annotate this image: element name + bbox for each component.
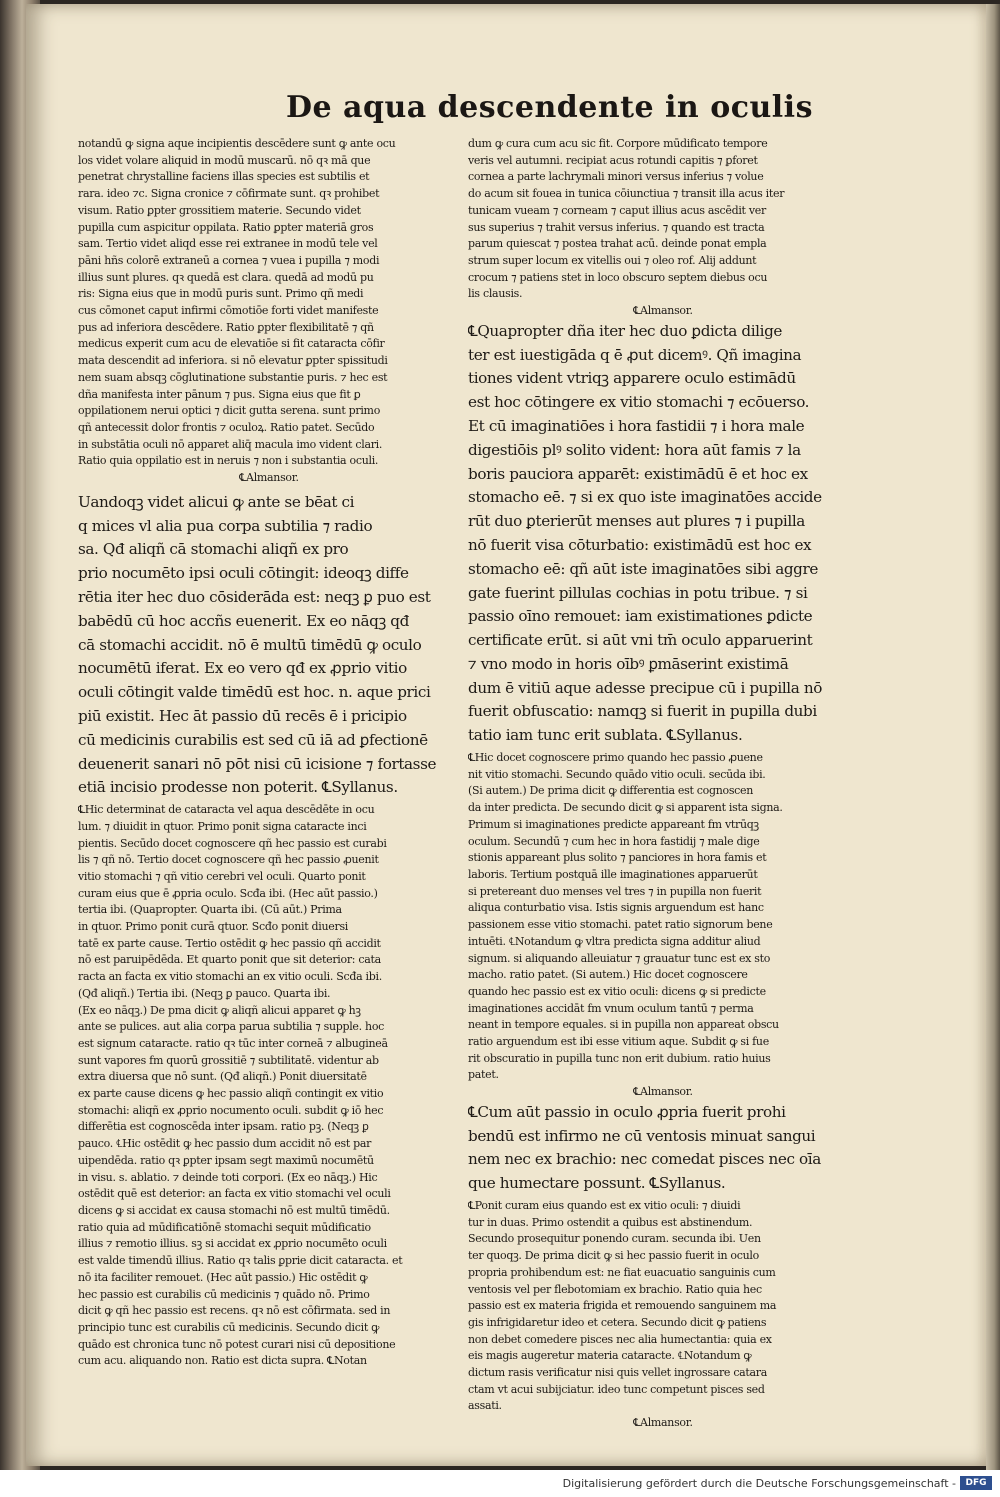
text-line: ratio quia ad mūdificatiōnē stomachi sequit mūdificatio <box>78 1220 371 1234</box>
text-line: pientis. Secūdo docet cognoscere qñ hec passio est curabi <box>78 836 387 850</box>
right-main-text <box>468 320 858 748</box>
text-line: rara. ideo ⁊c. Signa cronice ⁊ cōfirmate sunt. qꝛ prohibet <box>78 187 380 201</box>
text-line: sunt vapores fm quorū grossitiē ⁊ subtilitatē. videntur ab <box>78 1053 379 1067</box>
text-line: veris vel autumni. recipiat acus rotundi capitis ⁊ ꝑforet <box>468 153 758 167</box>
text-line: do acum sit fouea in tunica cōiunctiua ⁊ transit illa acus iter <box>468 187 785 201</box>
text-line: sus superius ⁊ trahit versus inferius. ⁊ quando est tracta <box>468 220 765 234</box>
text-line: stomacho eē: qñ aūt iste imaginatōes sibi aggre <box>468 559 818 578</box>
text-line: dictum rasis verificatur nisi quis vellet ingrossare catara <box>468 1366 768 1380</box>
text-line: tunicam vueam ⁊ corneam ⁊ caput illius acus ascēdit ver <box>468 203 766 217</box>
text-line: (Qđ aliqñ.) Tertia ibi. (Neqꝫ ꝑ pauco. Quarta ibi. <box>78 986 331 1000</box>
text-line: dum ꝙ cura cum acu sic fit. Corpore mūdificato tempore <box>468 137 768 150</box>
text-line: crocum ⁊ patiens stet in loco obscuro septem diebus ocu <box>468 270 768 284</box>
text-line: tatio iam tunc erit sublata. ℄Syllanus. <box>468 726 743 745</box>
text-line: si pretereant duo menses vel tres ⁊ in pupilla non fuerit <box>468 884 762 898</box>
text-line: nō fuerit visa cōturbatio: existimādū est hoc ex <box>468 535 812 554</box>
text-line: nō ita faciliter remouet. (Hec aūt passio.) Hic ostēdit ꝙ <box>78 1270 368 1284</box>
text-line: propria prohibendum est: ne fiat euacuatio sanguinis cum <box>468 1265 776 1279</box>
left-commentary-2 <box>78 802 460 1370</box>
text-line: rit obscuratio in pupilla tunc non erit dubium. ratio huius <box>468 1051 771 1065</box>
text-line: imaginationes accidāt fm vnum oculum tantū ⁊ perma <box>468 1001 754 1015</box>
text-line: principio tunc est curabilis cū medicinis. Secundo dicit ꝙ <box>78 1320 380 1334</box>
text-line: nem nec ex brachio: nec comedat pisces nec oīa <box>468 1150 821 1169</box>
text-line: lis clausis. <box>468 287 523 301</box>
text-line: ventosis vel per flebotomiam ex brachio. Ratio quia hec <box>468 1282 762 1296</box>
text-line: gis infrigidaretur ideo et cetera. Secundo dicit ꝙ patiens <box>468 1315 767 1329</box>
text-line: los videt volare aliquid in modū muscarū. nō qꝛ mā que <box>78 153 371 167</box>
text-line: dicens ꝙ si accidat ex causa stomachi nō est multū timēdū. <box>78 1204 390 1217</box>
text-line: oculum. Secundū ⁊ cum hec in hora fastidij ⁊ male dige <box>468 834 760 848</box>
text-line: illius ⁊ remotio illius. sꝫ si accidat ex ꝓprio nocumēto oculi <box>78 1237 387 1251</box>
text-line: sam. Tertio videt aliqd esse rei extranee in modū tele vel <box>78 237 378 251</box>
text-line: extra diuersa que nō sunt. (Qđ aliqñ.) Ponit diuersitatē <box>78 1070 367 1084</box>
text-line: ℄Ponit curam eius quando est ex vitio oculi: ⁊ diuidi <box>468 1199 741 1213</box>
text-line: prio nocumēto ipsi oculi cōtingit: ideoqꝫ diffe <box>78 564 409 583</box>
text-line: lis ⁊ qñ nō. Tertio docet cognoscere qñ hec passio ꝓuenit <box>78 853 379 867</box>
text-line: ex parte cause dicens ꝙ hec passio aliqñ contingit ex vitio <box>78 1087 384 1101</box>
text-line: strum super locum ex vitellis oui ⁊ oleo rof. Alij addunt <box>468 253 757 267</box>
page-title: De aqua descendente in oculis <box>286 90 813 125</box>
text-line: ℄Quapropter dña iter hec duo ꝑdicta dilige <box>468 321 782 340</box>
text-line: etiā incisio prodesse non poterit. ℄Syllanus. <box>78 778 398 797</box>
right-column <box>468 136 858 1432</box>
text-line: quādo est chronica tunc nō potest curari nisi cū depositione <box>78 1337 396 1351</box>
text-line: passio est ex materia frigida et remouendo sanguinem ma <box>468 1299 777 1313</box>
text-line: sa. Qđ aliqñ cā stomachi aliqñ ex pro <box>78 540 349 559</box>
left-column <box>78 136 460 1370</box>
right-signature-1: ℄Almansor. <box>633 304 693 318</box>
right-commentary-1 <box>468 136 858 303</box>
text-line: ter est iuestigāda q ē ꝓut dicemꝰ. Qñ imagina <box>468 345 802 364</box>
text-line: cū medicinis curabilis est sed cū iā ad ꝑfectionē <box>78 730 428 749</box>
text-line: rētia iter hec duo cōsiderāda est: neqꝫ ꝑ puo est <box>78 587 431 606</box>
text-line: visum. Ratio ꝑpter grossitiem materie. Secundo videt <box>78 203 361 217</box>
right-commentary-3 <box>468 1198 858 1415</box>
text-line: ostēdit quē est deterior: an facta ex vitio stomachi vel oculi <box>78 1187 391 1201</box>
text-line: rūt duo ꝑterierūt menses aut plures ⁊ i pupilla <box>468 512 805 531</box>
text-line: Secundo prosequitur ponendo curam. secunda ibi. Uen <box>468 1232 761 1246</box>
text-line: certificate erūt. si aūt vni tm̄ oculo apparuerint <box>468 631 813 650</box>
text-line: ctam vt acui subijciatur. ideo tunc competunt pisces sed <box>468 1382 765 1396</box>
text-line: eis magis augeretur materia cataracte. ℄Notandum ꝙ <box>468 1349 752 1363</box>
text-line: cum acu. aliquando non. Ratio est dicta supra. ℄Notan <box>78 1354 367 1368</box>
text-line: bendū est infirmo ne cū ventosis minuat sangui <box>468 1126 816 1145</box>
text-line: Ratio quia oppilatio est in neruis ⁊ non i substantia oculi. <box>78 454 379 468</box>
text-line: pāni hñs colorē extraneū a cornea ⁊ vuea i pupilla ⁊ modi <box>78 253 380 267</box>
text-line: stionis appareant plus solito ⁊ panciores in hora famis et <box>468 851 767 865</box>
text-line: dum ē vitiū aque adesse precipue cū i pupilla nō <box>468 678 822 697</box>
text-line: boris pauciora apparēt: existimādū ē et hoc ex <box>468 464 808 483</box>
text-line: qñ antecessit dolor frontis ⁊ oculoꝝ. Ratio patet. Secūdo <box>78 420 375 434</box>
text-line: notandū ꝙ signa aque incipientis descēdere sunt ꝙ ante ocu <box>78 137 396 150</box>
text-line: cus cōmonet caput infirmi cōmotiōe forti videt manifeste <box>78 304 379 318</box>
text-line: intuēti. ℄Notandum ꝙ vltra predicta signa additur aliud <box>468 934 761 948</box>
text-line: vitio stomachi ⁊ qñ vitio cerebri vel oculi. Quarto ponit <box>78 869 366 883</box>
text-line: nit vitio stomachi. Secundo quādo vitio oculi. secūda ibi. <box>468 767 766 781</box>
text-line: stomacho eē. ⁊ si ex quo iste imaginatōes accide <box>468 488 822 507</box>
text-line: in qtuor. Primo ponit curā qtuor. Scđo ponit diuersi <box>78 920 349 934</box>
text-line: medicus experit cum acu de elevatiōe si fit cataracta cōfir <box>78 337 385 351</box>
text-line: curam eius que ē ꝓpria oculo. Scđa ibi. (Hec aūt passio.) <box>78 886 378 900</box>
text-line: ℄Hic determinat de cataracta vel aqua descēdēte in ocu <box>78 803 375 817</box>
text-line: nō est paruipēdēda. Et quarto ponit que sit deterior: cata <box>78 953 381 967</box>
text-line: passionem esse vitio stomachi. patet ratio signorum bene <box>468 918 773 932</box>
text-line: est hoc cōtingere ex vitio stomachi ⁊ ecōuerso. <box>468 393 810 412</box>
text-line: tatē ex parte cause. Tertio ostēdit ꝙ hec passio qñ accidit <box>78 936 381 950</box>
text-line: ratio arguendum est ibi esse vitium aque. Subdit ꝙ si fue <box>468 1035 769 1049</box>
text-line: ℄Hic docet cognoscere primo quando hec passio ꝓuene <box>468 751 763 765</box>
text-line: in visu. s. ablatio. ⁊ deinde toti corpori. (Ex eo nāqꝫ.) Hic <box>78 1170 378 1184</box>
text-line: da inter predicta. De secundo dicit ꝙ si apparent ista signa. <box>468 801 783 815</box>
text-line: patet. <box>468 1068 499 1082</box>
text-line: Primum si imaginationes predicte appareant fm vtrūqꝫ <box>468 817 759 831</box>
page-fore-edge <box>986 4 1000 1470</box>
text-line: gate fuerint pillulas cochias in potu tribue. ⁊ si <box>468 583 808 602</box>
text-line: pus ad inferiora descēdere. Ratio ꝑpter flexibilitatē ⁊ qñ <box>78 320 374 334</box>
text-line: q mices vl alia pua corpa subtilia ⁊ radio <box>78 516 373 535</box>
text-line: racta an facta ex vitio stomachi an ex vitio oculi. Scđa ibi. <box>78 970 382 984</box>
text-line: dicit ꝙ qñ hec passio est recens. qꝛ nō est cōfirmata. sed in <box>78 1304 391 1318</box>
text-line: in substātia oculi nō apparet aliq̄ macula imo vident clari. <box>78 437 383 451</box>
text-line: assati. <box>468 1399 502 1413</box>
text-line: uipendēda. ratio qꝛ ꝑpter ipsam segt maximū nocumētū <box>78 1153 374 1167</box>
text-line: signum. si aliquando alleuiatur ⁊ grauatur tunc est ex sto <box>468 951 771 965</box>
text-line: laboris. Tertium postquā ille imaginationes apparuerūt <box>468 868 758 881</box>
footer-credit: Digitalisierung gefördert durch die Deutsche Forschungsgemeinschaft - <box>562 1477 956 1490</box>
text-line: dña manifesta inter pānum ⁊ pus. Signa eius que fit ꝑ <box>78 387 361 401</box>
text-line: nem suam absqꝫ cōglutinatione substantie puris. ⁊ hec est <box>78 370 388 384</box>
text-line: deuenerit sanari nō pōt nisi cū icisione ⁊ fortasse <box>78 754 437 773</box>
text-line: digestiōis plꝰ solito vident: hora aūt famis ⁊ la <box>468 440 801 459</box>
text-line: ante se pulices. aut alia corpa parua subtilia ⁊ supple. hoc <box>78 1020 385 1034</box>
text-line: pauco. ℄Hic ostēdit ꝙ hec passio dum accidit nō est par <box>78 1137 372 1151</box>
text-line: (Si autem.) De prima dicit ꝙ differentia est cognoscen <box>468 784 754 798</box>
text-line: est valde timendū illius. Ratio qꝛ talis ꝑprie dicit cataracta. et <box>78 1254 403 1268</box>
dfg-logo: DFG <box>960 1476 992 1490</box>
text-line: (Ex eo nāqꝫ.) De pma dicit ꝙ aliqñ alicui apparet ꝙ hꝫ <box>78 1003 361 1017</box>
text-line: tertia ibi. (Quapropter. Quarta ibi. (Cū aūt.) Prima <box>78 903 342 917</box>
text-line: ris: Signa eius que in modū puris sunt. Primo qñ medi <box>78 287 364 301</box>
text-line: que humectare possunt. ℄Syllanus. <box>468 1174 726 1193</box>
text-line: non debet comedere pisces nec alia humectantia: quia ex <box>468 1332 772 1346</box>
text-line: oculi cōtingit valde timēdū est hoc. n. aque prici <box>78 683 431 702</box>
right-signature-2: ℄Almansor. <box>633 1085 693 1099</box>
text-line: stomachi: aliqñ ex ꝓprio nocumento oculi. subdit ꝙ iō hec <box>78 1103 384 1117</box>
text-line: babēdū cū hoc accñs euenerit. Ex eo nāqꝫ qđ <box>78 611 409 630</box>
footer-bar <box>0 1470 1000 1497</box>
text-line: cā stomachi accidit. nō ē multū timēdū ꝙ oculo <box>78 635 422 654</box>
text-line: neant in tempore equales. si in pupilla non appareat obscu <box>468 1018 779 1032</box>
text-line: piū existit. Hec āt passio dū recēs ē i pricipio <box>78 706 407 725</box>
text-line: fuerit obfuscatio: namqꝫ si fuerit in pupilla dubi <box>468 702 817 721</box>
text-line: nocumētū iferat. Ex eo vero qđ ex ꝓprio vitio <box>78 659 407 678</box>
right-commentary-2 <box>468 750 858 1084</box>
text-line: est signum cataracte. ratio qꝛ tūc inter corneā ⁊ albugineā <box>78 1036 388 1050</box>
text-line: penetrat chrystalline faciens illas species est subtilis et <box>78 170 370 184</box>
text-line: pupilla cum aspicitur oppilata. Ratio ꝑpter materiā gros <box>78 220 374 234</box>
text-line: cornea a parte lachrymali minori versus inferius ⁊ volue <box>468 170 764 184</box>
left-signature-1: ℄Almansor. <box>239 471 299 485</box>
text-line: parum quiescat ⁊ postea trahat acū. deinde ponat empla <box>468 237 767 251</box>
text-line: Uandoqꝫ videt alicui ꝙ ante se bēat ci <box>78 492 355 511</box>
text-line: oppilationem nerui optici ⁊ dicit gutta serena. sunt primo <box>78 404 381 418</box>
text-line: quando hec passio est ex vitio oculi: dicens ꝙ si predicte <box>468 984 766 998</box>
right-main-text-2 <box>468 1101 858 1196</box>
text-line: mata descendit ad inferiora. si nō elevatur ꝑpter spissitudi <box>78 354 388 368</box>
text-line: ter quoqꝫ. De prima dicit ꝙ si hec passio fuerit in oculo <box>468 1249 759 1263</box>
left-main-text <box>78 491 460 800</box>
text-line: tiones vident vtriqꝫ apparere oculo estimādū <box>468 369 796 388</box>
text-line: Et cū imaginatiōes i hora fastidii ⁊ i hora male <box>468 416 805 435</box>
text-line: differētia est cognoscēda inter ipsam. ratio pꝫ. (Neqꝫ ꝑ <box>78 1120 369 1134</box>
text-line: ℄Cum aūt passio in oculo ꝓpria fuerit prohi <box>468 1102 786 1121</box>
right-signature-3: ℄Almansor. <box>633 1416 693 1430</box>
text-line: aliqua conturbatio visa. Istis signis arguendum est hanc <box>468 901 764 915</box>
text-line: tur in duas. Primo ostendit a quibus est abstinendum. <box>468 1215 753 1229</box>
text-line: hec passio est curabilis cū medicinis ⁊ quādo nō. Primo <box>78 1287 370 1301</box>
text-line: illius sunt plures. qꝛ quedā est clara. quedā ad modū pu <box>78 270 374 284</box>
left-commentary-1 <box>78 136 460 470</box>
text-line: macho. ratio patet. (Si autem.) Hic docet cognoscere <box>468 968 748 982</box>
text-line: passio oīno remouet: iam existimationes ꝑdicte <box>468 607 813 626</box>
text-line: ⁊ vno modo in horis oībꝰ ꝑmāserint existimā <box>468 654 789 673</box>
text-line: lum. ⁊ diuidit in qtuor. Primo ponit signa cataracte inci <box>78 819 367 833</box>
